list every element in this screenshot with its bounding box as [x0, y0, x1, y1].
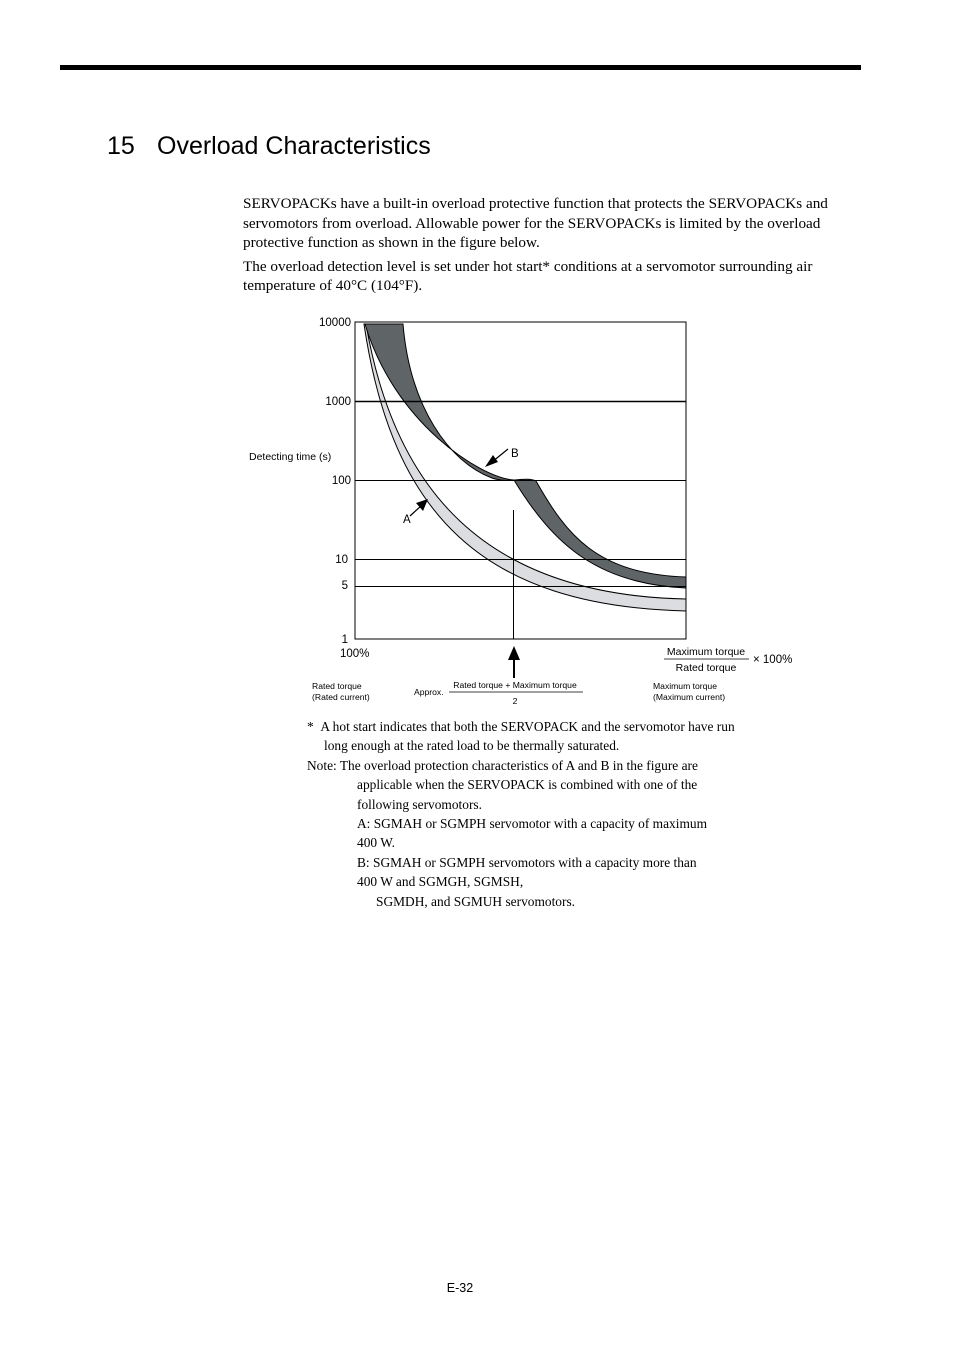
series-a-band — [364, 324, 686, 611]
note-a-line-1: A: SGMAH or SGMPH servomotor with a capacity of maximum — [357, 816, 707, 832]
intro-text — [243, 194, 863, 300]
y-tick-10: 10 — [335, 554, 348, 566]
note-b-line-1: B: SGMAH or SGMPH servomotors with a capacity more than — [357, 854, 697, 870]
note-line-2: applicable when the SERVOPACK is combined with one of the — [357, 777, 698, 793]
intro-paragraph-1: SERVOPACKs have a built-in overload protective function that protects the SERVOPACKs and servomotors from overload. Allowable power for the SERVOPACKs is limited by the overload protective function as shown in the figure below. — [243, 195, 828, 252]
x-end-denominator: Rated torque — [675, 662, 737, 674]
note-b-line-3: SGMDH, and SGMUH servomotors. — [376, 893, 576, 909]
y-tick-1000: 1000 — [325, 396, 351, 408]
section-heading — [107, 129, 431, 163]
note-b-line-2: 400 W and SGMGH, SGMSH, — [357, 874, 524, 890]
y-axis-label: Detecting time (s) — [249, 451, 332, 463]
y-tick-100: 100 — [331, 475, 351, 487]
approx-label: Approx. — [414, 687, 444, 697]
series-b-label: B — [511, 448, 519, 460]
x-end-suffix: × 100% — [753, 654, 793, 666]
x-end-numerator: Maximum torque — [666, 646, 746, 658]
y-tick-10000: 10000 — [319, 317, 351, 329]
overload-chart — [244, 312, 804, 712]
section-title: Overload Characteristics — [157, 132, 431, 160]
note-label: Note: — [307, 757, 337, 773]
y-tick-5: 5 — [341, 580, 348, 592]
top-rule — [60, 65, 861, 70]
midpoint-arrowhead — [508, 646, 520, 660]
series-b-band — [365, 324, 686, 588]
rated-torque-label: Rated torque — [312, 681, 362, 691]
footnote-marker: * — [307, 719, 314, 734]
mid-numerator: Rated torque + Maximum torque — [453, 680, 577, 690]
overload-chart-svg — [244, 312, 804, 712]
section-number: 15 — [107, 132, 135, 160]
y-tick-1: 1 — [341, 634, 348, 646]
series-a-label: A — [403, 514, 411, 526]
footnote-text: A hot start indicates that both the SERVOPACK and the servomotor have run long enough at the rated load to be thermally saturated. — [320, 719, 735, 754]
note-line-3: following servomotors. — [357, 796, 482, 812]
x-start-label: 100% — [340, 648, 370, 660]
note-text-1: The overload protection characteristics of A and B in the figure are — [339, 757, 698, 773]
notes-block — [307, 717, 757, 911]
series-b-arrowhead — [485, 455, 498, 467]
max-torque-label: Maximum torque — [653, 681, 717, 691]
hot-start-footnote — [307, 717, 757, 756]
intro-paragraph-2: The overload detection level is set under hot start* conditions at a servomotor surrounding air temperature of 40°C (104°F). — [243, 257, 813, 295]
note-a-line-2: 400 W. — [357, 835, 395, 851]
note-line-1 — [307, 756, 757, 775]
mid-denominator: 2 — [512, 696, 518, 706]
rated-current-label: (Rated current) — [312, 692, 370, 702]
page-number: E-32 — [446, 1281, 474, 1295]
max-current-label: (Maximum current) — [653, 692, 726, 702]
